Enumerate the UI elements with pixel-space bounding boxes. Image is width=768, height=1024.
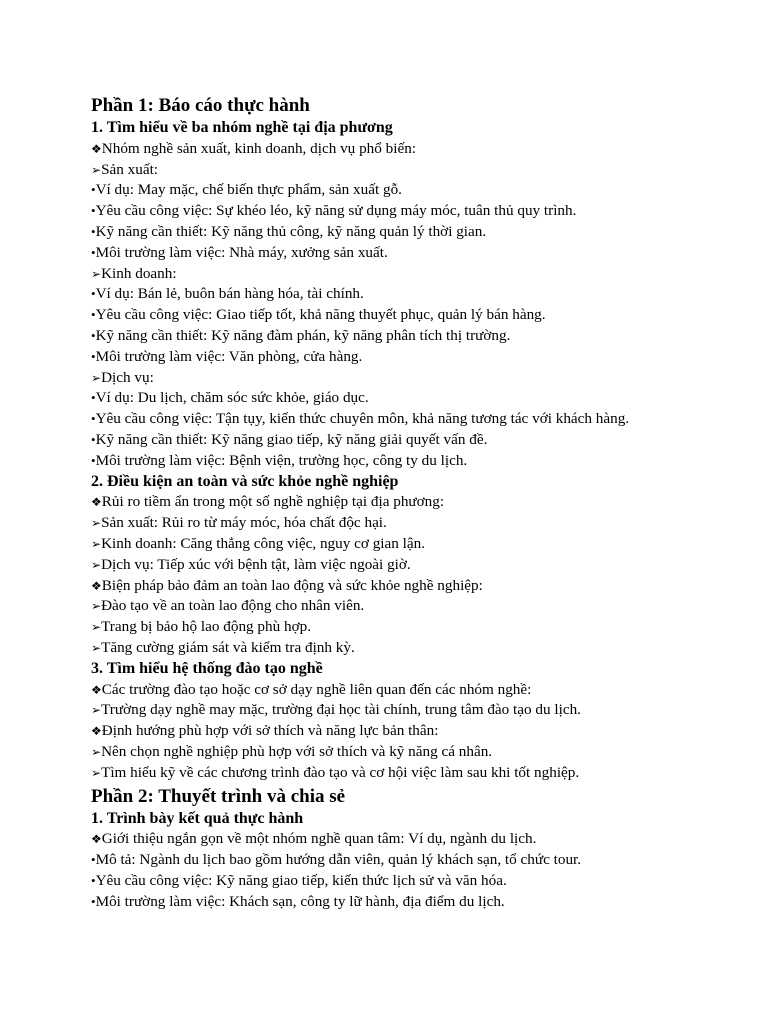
list-item: ➢Dịch vụ: bbox=[91, 368, 751, 389]
section1-heading: 1. Tìm hiểu về ba nhóm nghề tại địa phương bbox=[91, 119, 393, 136]
list-item: •Môi trường làm việc: Khách sạn, công ty lữ hành, địa điểm du lịch. bbox=[91, 892, 751, 913]
diamond-bullet-icon: ❖ bbox=[91, 832, 102, 847]
list-item: ➢Tăng cường giám sát và kiểm tra định kỳ. bbox=[91, 638, 751, 659]
list-item: •Môi trường làm việc: Bệnh viện, trường học, công ty du lịch. bbox=[91, 451, 751, 472]
dot-bullet-icon: • bbox=[91, 223, 96, 239]
list-item: ➢Tìm hiểu kỹ về các chương trình đào tạo và cơ hội việc làm sau khi tốt nghiệp. bbox=[91, 763, 751, 784]
arrow-bullet-icon: ➢ bbox=[91, 765, 102, 780]
list-item: ➢Nên chọn nghề nghiệp phù hợp với sở thích và kỹ năng cá nhân. bbox=[91, 742, 751, 763]
part2-section1-heading: 1. Trình bày kết quả thực hành bbox=[91, 809, 304, 827]
dot-bullet-icon: • bbox=[91, 431, 96, 447]
arrow-bullet-icon: ➢ bbox=[91, 266, 102, 281]
list-item: ❖Các trường đào tạo hoặc cơ sở dạy nghề liên quan đến các nhóm nghề: bbox=[91, 680, 751, 701]
arrow-bullet-icon: ➢ bbox=[91, 536, 102, 551]
list-item: ➢Trường dạy nghề may mặc, trường đại học tài chính, trung tâm đào tạo du lịch. bbox=[91, 700, 751, 721]
list-item: ❖Định hướng phù hợp với sở thích và năng lực bản thân: bbox=[91, 721, 751, 742]
dot-bullet-icon: • bbox=[91, 893, 96, 909]
dot-bullet-icon: • bbox=[91, 307, 96, 323]
dot-bullet-icon: • bbox=[91, 182, 96, 198]
list-item: ➢Sản xuất: bbox=[91, 160, 751, 181]
list-item: •Yêu cầu công việc: Giao tiếp tốt, khả năng thuyết phục, quản lý bán hàng. bbox=[91, 305, 751, 326]
dot-bullet-icon: • bbox=[91, 348, 96, 364]
list-item: ❖Nhóm nghề sản xuất, kinh doanh, dịch vụ phổ biến: bbox=[91, 139, 751, 160]
list-item: •Yêu cầu công việc: Tận tụy, kiến thức chuyên môn, khả năng tương tác với khách hàng. bbox=[91, 409, 751, 430]
section3-heading: 3. Tìm hiểu hệ thống đào tạo nghề bbox=[91, 659, 323, 677]
section2-heading: 2. Điều kiện an toàn và sức khỏe nghề nghiệp bbox=[91, 472, 399, 490]
diamond-bullet-icon: ❖ bbox=[91, 682, 102, 697]
dot-bullet-icon: • bbox=[91, 411, 96, 427]
arrow-bullet-icon: ➢ bbox=[91, 703, 102, 718]
diamond-bullet-icon: ❖ bbox=[91, 578, 102, 593]
arrow-bullet-icon: ➢ bbox=[91, 640, 102, 655]
part1-title: Phần 1: Báo cáo thực hành bbox=[91, 95, 310, 116]
list-item: ❖Biện pháp bảo đảm an toàn lao động và sức khỏe nghề nghiệp: bbox=[91, 576, 751, 597]
dot-bullet-icon: • bbox=[91, 452, 96, 468]
list-item: •Ví dụ: May mặc, chế biến thực phẩm, sản xuất gỗ. bbox=[91, 180, 751, 201]
list-item: ❖Giới thiệu ngắn gọn về một nhóm nghề quan tâm: Ví dụ, ngành du lịch. bbox=[91, 829, 751, 850]
diamond-bullet-icon: ❖ bbox=[91, 141, 102, 156]
list-item: •Môi trường làm việc: Văn phòng, cửa hàng. bbox=[91, 347, 751, 368]
document-content bbox=[91, 93, 751, 912]
arrow-bullet-icon: ➢ bbox=[91, 557, 102, 572]
list-item: ➢Sản xuất: Rủi ro từ máy móc, hóa chất độc hại. bbox=[91, 513, 751, 534]
list-item: ➢Đào tạo về an toàn lao động cho nhân viên. bbox=[91, 596, 751, 617]
list-item: •Yêu cầu công việc: Sự khéo léo, kỹ năng sử dụng máy móc, tuân thủ quy trình. bbox=[91, 201, 751, 222]
dot-bullet-icon: • bbox=[91, 203, 96, 219]
dot-bullet-icon: • bbox=[91, 390, 96, 406]
list-item: ➢Dịch vụ: Tiếp xúc với bệnh tật, làm việc ngoài giờ. bbox=[91, 555, 751, 576]
dot-bullet-icon: • bbox=[91, 244, 96, 260]
arrow-bullet-icon: ➢ bbox=[91, 162, 102, 177]
arrow-bullet-icon: ➢ bbox=[91, 599, 102, 614]
list-item: ➢Trang bị bảo hộ lao động phù hợp. bbox=[91, 617, 751, 638]
dot-bullet-icon: • bbox=[91, 327, 96, 343]
list-item: •Mô tả: Ngành du lịch bao gồm hướng dẫn viên, quản lý khách sạn, tổ chức tour. bbox=[91, 850, 751, 871]
list-item: •Môi trường làm việc: Nhà máy, xưởng sản xuất. bbox=[91, 243, 751, 264]
list-item: ➢Kinh doanh: Căng thẳng công việc, nguy cơ gian lận. bbox=[91, 534, 751, 555]
dot-bullet-icon: • bbox=[91, 872, 96, 888]
diamond-bullet-icon: ❖ bbox=[91, 495, 102, 510]
part2-title: Phần 2: Thuyết trình và chia sẻ bbox=[91, 785, 346, 807]
dot-bullet-icon: • bbox=[91, 852, 96, 868]
list-item: •Kỹ năng cần thiết: Kỹ năng đàm phán, kỹ năng phân tích thị trường. bbox=[91, 326, 751, 347]
arrow-bullet-icon: ➢ bbox=[91, 516, 102, 531]
diamond-bullet-icon: ❖ bbox=[91, 724, 102, 739]
dot-bullet-icon: • bbox=[91, 286, 96, 302]
arrow-bullet-icon: ➢ bbox=[91, 370, 102, 385]
list-item: •Kỹ năng cần thiết: Kỹ năng giao tiếp, kỹ năng giải quyết vấn đề. bbox=[91, 430, 751, 451]
list-item: •Ví dụ: Du lịch, chăm sóc sức khỏe, giáo dục. bbox=[91, 388, 751, 409]
list-item: ❖Rủi ro tiềm ẩn trong một số nghề nghiệp tại địa phương: bbox=[91, 492, 751, 513]
list-item: •Ví dụ: Bán lẻ, buôn bán hàng hóa, tài chính. bbox=[91, 284, 751, 305]
arrow-bullet-icon: ➢ bbox=[91, 744, 102, 759]
list-item: ➢Kinh doanh: bbox=[91, 264, 751, 285]
arrow-bullet-icon: ➢ bbox=[91, 620, 102, 635]
list-item: •Yêu cầu công việc: Kỹ năng giao tiếp, kiến thức lịch sử và văn hóa. bbox=[91, 871, 751, 892]
list-item: •Kỹ năng cần thiết: Kỹ năng thủ công, kỹ năng quản lý thời gian. bbox=[91, 222, 751, 243]
